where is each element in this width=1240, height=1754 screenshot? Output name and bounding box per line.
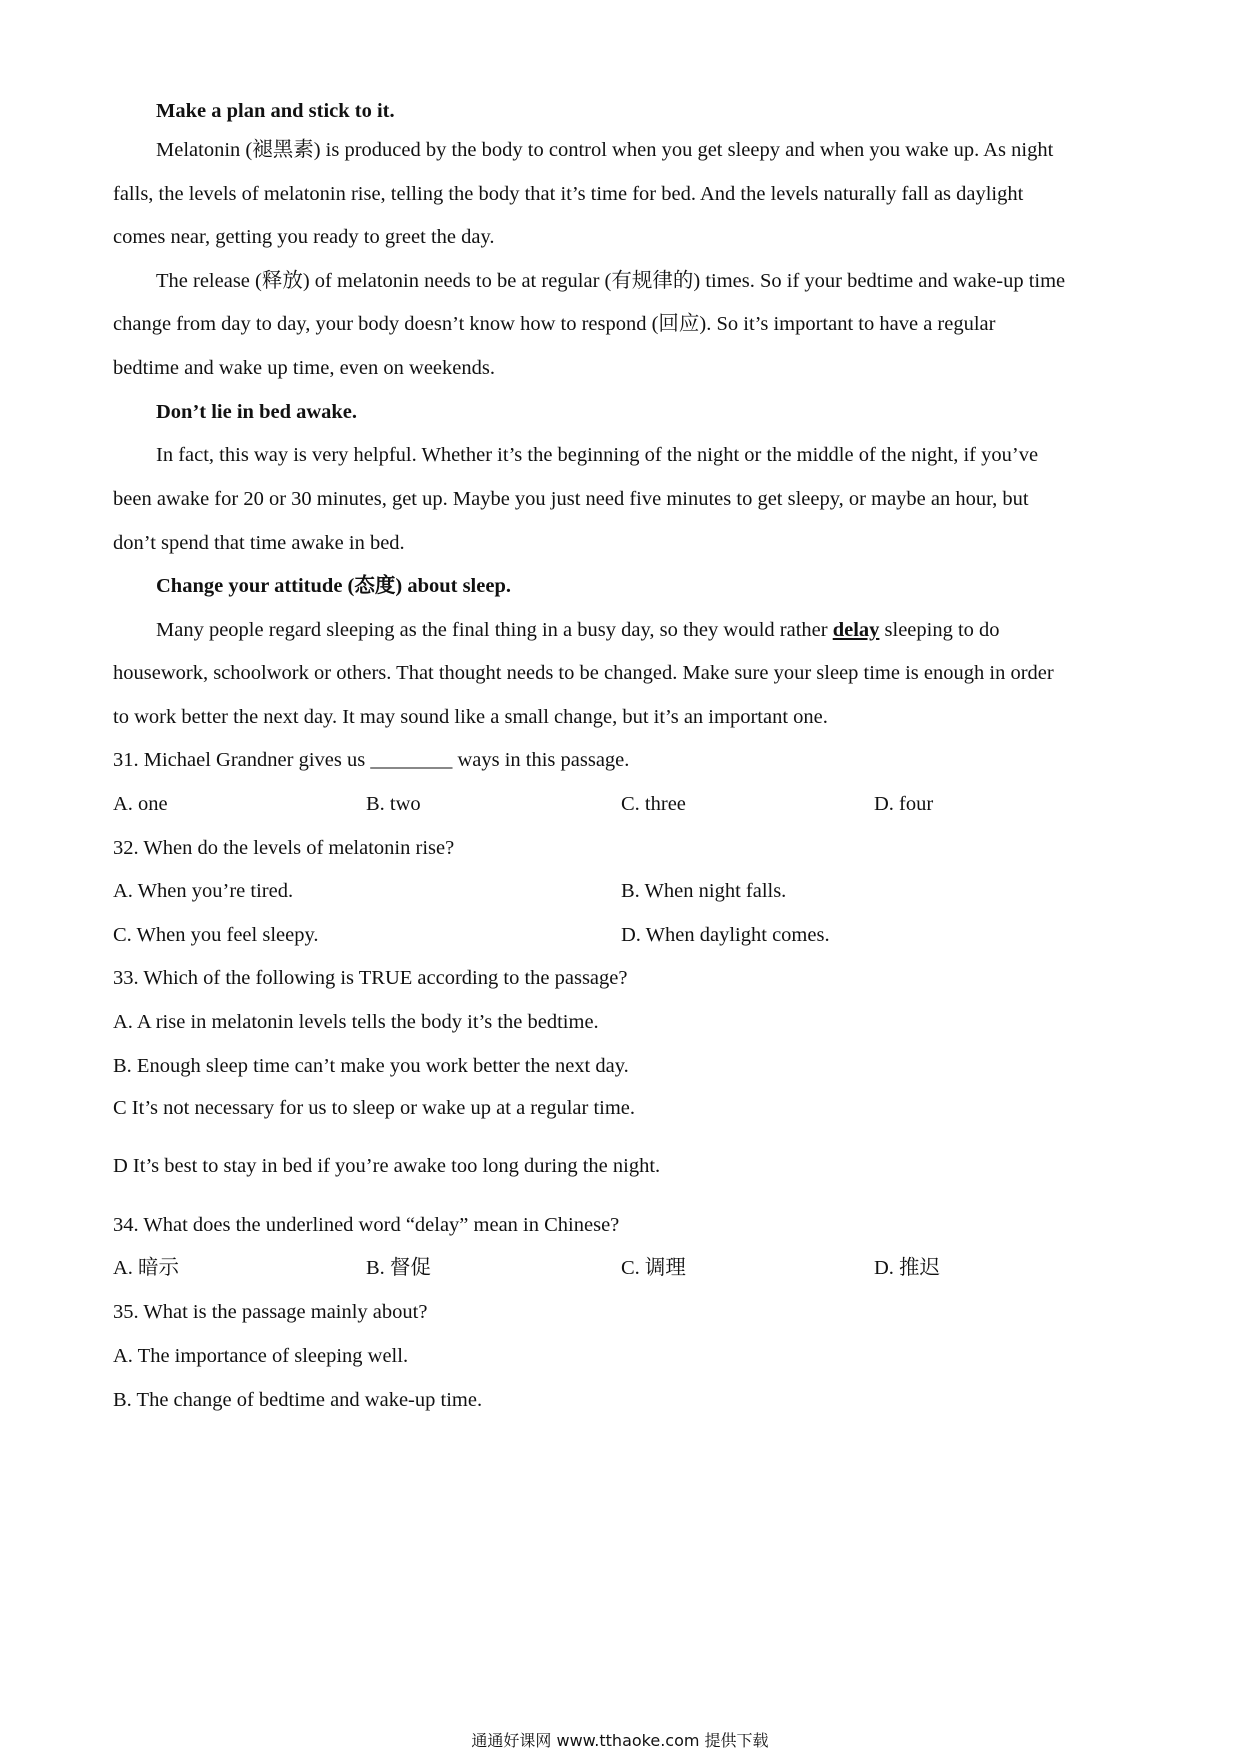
option: A. When you’re tired. (113, 880, 294, 902)
paragraph-line: don’t spend that time awake in bed. (113, 532, 405, 554)
paragraph-line: been awake for 20 or 30 minutes, get up. Maybe you just need five minutes to get sleepy, or maybe an hour, but (113, 488, 1029, 510)
text-run: sleeping to do (879, 619, 1000, 641)
option: A. The importance of sleeping well. (113, 1345, 409, 1367)
question-stem: 32. When do the levels of melatonin rise? (113, 837, 455, 859)
paragraph-line: bedtime and wake up time, even on weekends. (113, 357, 495, 379)
option: B. 督促 (366, 1257, 431, 1279)
option: D It’s best to stay in bed if you’re awake too long during the night. (113, 1155, 661, 1177)
paragraph-line: Melatonin (褪黑素) is produced by the body to control when you get sleepy and when you wake up. As night (156, 139, 1054, 161)
paragraph-line: In fact, this way is very helpful. Whether it’s the beginning of the night or the middle of the night, if you’ve (156, 444, 1039, 466)
paragraph-line: The release (释放) of melatonin needs to be at regular (有规律的) times. So if your bedtime and wake-up time (156, 270, 1066, 292)
underlined-word: delay (832, 619, 880, 641)
option: C. 调理 (621, 1257, 686, 1279)
question-stem: 31. Michael Grandner gives us ________ ways in this passage. (113, 749, 630, 771)
text-run: Many people regard sleeping as the final thing in a busy day, so they would rather (156, 619, 833, 641)
option: B. Enough sleep time can’t make you work better the next day. (113, 1055, 629, 1077)
option: A. 暗示 (113, 1257, 180, 1279)
section-heading: Make a plan and stick to it. (156, 100, 395, 122)
option: A. A rise in melatonin levels tells the body it’s the bedtime. (113, 1011, 599, 1033)
paragraph-line: housework, schoolwork or others. That thought needs to be changed. Make sure your sleep time is enough in order (113, 662, 1054, 684)
option: B. two (366, 793, 421, 815)
paragraph-line (156, 615, 1000, 645)
option: D. 推迟 (874, 1257, 941, 1279)
option: C It’s not necessary for us to sleep or wake up at a regular time. (113, 1097, 636, 1119)
option: D. When daylight comes. (621, 924, 830, 946)
option: A. one (113, 793, 168, 815)
section-heading: Don’t lie in bed awake. (156, 401, 358, 423)
paragraph-line: comes near, getting you ready to greet the day. (113, 226, 495, 248)
paragraph-line: change from day to day, your body doesn’t know how to respond (回应). So it’s important to have a regular (113, 313, 996, 335)
question-stem: 34. What does the underlined word “delay” mean in Chinese? (113, 1214, 620, 1236)
option: C. three (621, 793, 686, 815)
page-footer: 通通好课网 www.tthaoke.com 提供下载 (471, 1731, 769, 1750)
option: C. When you feel sleepy. (113, 924, 319, 946)
option: B. When night falls. (621, 880, 787, 902)
paragraph-line: to work better the next day. It may sound like a small change, but it’s an important one. (113, 706, 828, 728)
option: B. The change of bedtime and wake-up time. (113, 1389, 483, 1411)
section-heading: Change your attitude (态度) about sleep. (156, 575, 511, 597)
question-stem: 35. What is the passage mainly about? (113, 1301, 428, 1323)
question-stem: 33. Which of the following is TRUE according to the passage? (113, 967, 628, 989)
paragraph-line: falls, the levels of melatonin rise, telling the body that it’s time for bed. And the levels naturally fall as daylight (113, 183, 1024, 205)
option: D. four (874, 793, 934, 815)
